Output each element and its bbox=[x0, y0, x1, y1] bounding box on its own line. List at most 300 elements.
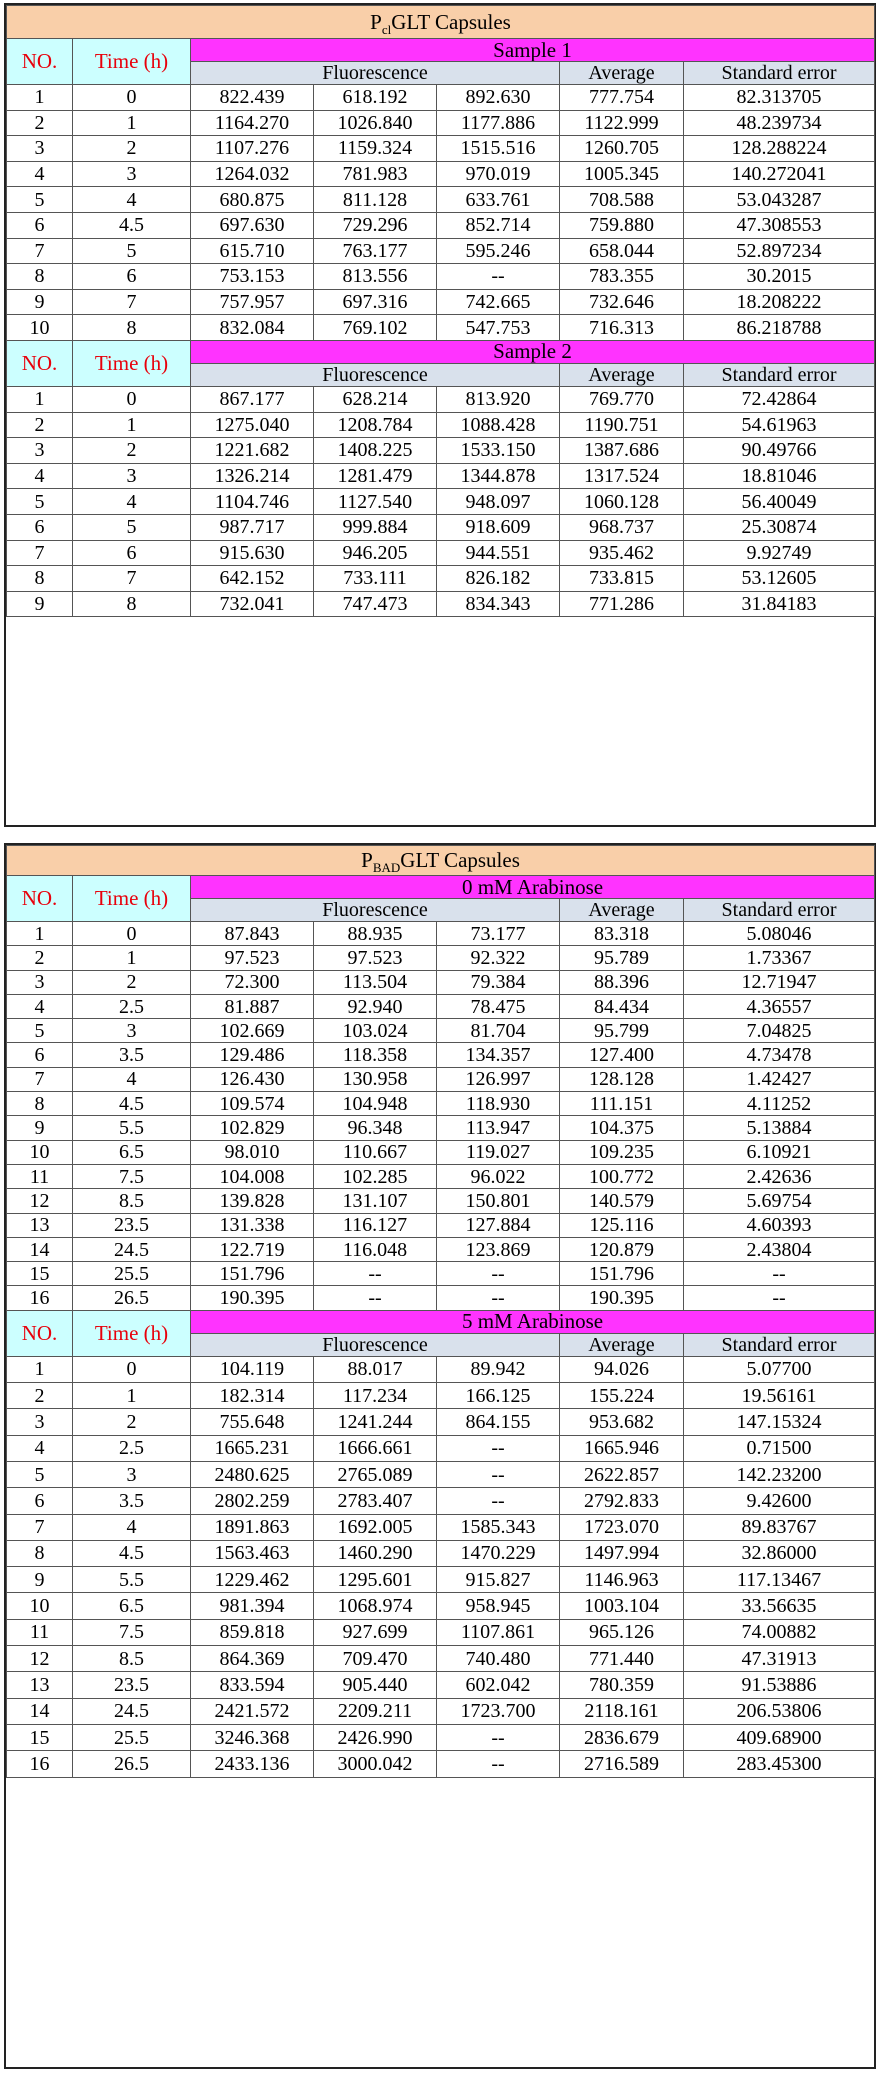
fluorescence-cell: 697.630 bbox=[191, 212, 314, 238]
fluorescence-cell: 864.155 bbox=[437, 1409, 560, 1435]
average-cell: 190.395 bbox=[560, 1286, 684, 1310]
average-cell: 1497.994 bbox=[560, 1540, 684, 1566]
time-cell: 23.5 bbox=[73, 1213, 191, 1237]
table-row bbox=[7, 85, 875, 111]
fluorescence-cell: 628.214 bbox=[314, 386, 437, 412]
title-prefix: P bbox=[370, 9, 382, 34]
fluorescence-cell: 104.948 bbox=[314, 1092, 437, 1116]
fluorescence-cell: 905.440 bbox=[314, 1672, 437, 1698]
fluorescence-cell: -- bbox=[437, 1751, 560, 1777]
fluorescence-cell: 733.111 bbox=[314, 566, 437, 592]
std-error-cell: 206.53806 bbox=[684, 1698, 875, 1724]
fluorescence-cell: 127.884 bbox=[437, 1213, 560, 1237]
table-row bbox=[7, 1067, 875, 1091]
fluorescence-cell: 642.152 bbox=[191, 566, 314, 592]
row-number: 2 bbox=[7, 412, 73, 438]
fluorescence-cell: 2783.407 bbox=[314, 1488, 437, 1514]
fluorescence-cell: 852.714 bbox=[437, 212, 560, 238]
std-error-cell: 4.73478 bbox=[684, 1043, 875, 1067]
fluorescence-cell: 87.843 bbox=[191, 922, 314, 946]
time-cell: 1 bbox=[73, 1383, 191, 1409]
time-cell: 4.5 bbox=[73, 1092, 191, 1116]
time-cell: 6.5 bbox=[73, 1593, 191, 1619]
fluorescence-cell: 892.630 bbox=[437, 85, 560, 111]
fluorescence-cell: 747.473 bbox=[314, 591, 437, 617]
table-row bbox=[7, 463, 875, 489]
fluorescence-cell: 81.704 bbox=[437, 1019, 560, 1043]
fluorescence-cell: 781.983 bbox=[314, 161, 437, 187]
fluorescence-cell: 742.665 bbox=[437, 289, 560, 315]
time-cell: 2.5 bbox=[73, 1435, 191, 1461]
fluorescence-cell: 946.205 bbox=[314, 540, 437, 566]
fluorescence-cell: 1208.784 bbox=[314, 412, 437, 438]
row-number: 6 bbox=[7, 1488, 73, 1514]
table-row bbox=[7, 1698, 875, 1724]
table-row bbox=[7, 1356, 875, 1382]
table-row bbox=[7, 1619, 875, 1645]
average-cell: 95.789 bbox=[560, 946, 684, 970]
fluorescence-cell: 102.285 bbox=[314, 1164, 437, 1188]
fluorescence-cell: 81.887 bbox=[191, 994, 314, 1018]
std-error-cell: 7.04825 bbox=[684, 1019, 875, 1043]
fluorescence-cell: 117.234 bbox=[314, 1383, 437, 1409]
average-cell: 111.151 bbox=[560, 1092, 684, 1116]
std-error-cell: 1.73367 bbox=[684, 946, 875, 970]
row-number: 14 bbox=[7, 1698, 73, 1724]
fluorescence-cell: 131.338 bbox=[191, 1213, 314, 1237]
table-row bbox=[7, 1488, 875, 1514]
fluorescence-cell: 72.300 bbox=[191, 970, 314, 994]
section-label: 0 mM Arabinose bbox=[191, 876, 875, 899]
std-error-cell: 56.40049 bbox=[684, 489, 875, 515]
fluorescence-cell: -- bbox=[437, 1435, 560, 1461]
fluorescence-cell: 3246.368 bbox=[191, 1724, 314, 1750]
time-cell: 2.5 bbox=[73, 994, 191, 1018]
std-error-cell: 25.30874 bbox=[684, 514, 875, 540]
fluorescence-cell: 129.486 bbox=[191, 1043, 314, 1067]
average-cell: 2622.857 bbox=[560, 1461, 684, 1487]
table-row bbox=[7, 264, 875, 290]
fluorescence-cell: 98.010 bbox=[191, 1140, 314, 1164]
time-cell: 0 bbox=[73, 1356, 191, 1382]
average-cell: 104.375 bbox=[560, 1116, 684, 1140]
time-cell: 0 bbox=[73, 386, 191, 412]
fluorescence-cell: 139.828 bbox=[191, 1189, 314, 1213]
time-cell: 8 bbox=[73, 591, 191, 617]
time-cell: 5 bbox=[73, 238, 191, 264]
row-number: 13 bbox=[7, 1672, 73, 1698]
fluorescence-cell: 123.869 bbox=[437, 1237, 560, 1261]
header-standard-error: Standard error bbox=[684, 62, 875, 85]
std-error-cell: 9.42600 bbox=[684, 1488, 875, 1514]
row-number: 6 bbox=[7, 212, 73, 238]
average-cell: 2836.679 bbox=[560, 1724, 684, 1750]
fluorescence-cell: 944.551 bbox=[437, 540, 560, 566]
fluorescence-cell: 753.153 bbox=[191, 264, 314, 290]
row-number: 9 bbox=[7, 1567, 73, 1593]
average-cell: 1122.999 bbox=[560, 110, 684, 136]
fluorescence-cell: 1177.886 bbox=[437, 110, 560, 136]
average-cell: 2118.161 bbox=[560, 1698, 684, 1724]
average-cell: 120.879 bbox=[560, 1237, 684, 1261]
table-row bbox=[7, 566, 875, 592]
row-number: 16 bbox=[7, 1751, 73, 1777]
table-row bbox=[7, 1189, 875, 1213]
time-cell: 8 bbox=[73, 315, 191, 341]
time-cell: 0 bbox=[73, 85, 191, 111]
fluorescence-cell: 97.523 bbox=[191, 946, 314, 970]
fluorescence-cell: 102.669 bbox=[191, 1019, 314, 1043]
table-row bbox=[7, 946, 875, 970]
fluorescence-cell: 2209.211 bbox=[314, 1698, 437, 1724]
row-number: 4 bbox=[7, 1435, 73, 1461]
std-error-cell: 74.00882 bbox=[684, 1619, 875, 1645]
time-cell: 4 bbox=[73, 1067, 191, 1091]
std-error-cell: -- bbox=[684, 1286, 875, 1310]
std-error-cell: 4.11252 bbox=[684, 1092, 875, 1116]
fluorescence-cell: 1107.276 bbox=[191, 136, 314, 162]
time-cell: 25.5 bbox=[73, 1724, 191, 1750]
table-row bbox=[7, 1019, 875, 1043]
header-average: Average bbox=[560, 1333, 684, 1356]
std-error-cell: 6.10921 bbox=[684, 1140, 875, 1164]
average-cell: 128.128 bbox=[560, 1067, 684, 1091]
fluorescence-cell: 1264.032 bbox=[191, 161, 314, 187]
fluorescence-cell: 595.246 bbox=[437, 238, 560, 264]
average-cell: 965.126 bbox=[560, 1619, 684, 1645]
average-cell: 1317.524 bbox=[560, 463, 684, 489]
row-number: 2 bbox=[7, 946, 73, 970]
fluorescence-cell: 633.761 bbox=[437, 187, 560, 213]
average-cell: 1146.963 bbox=[560, 1567, 684, 1593]
time-cell: 4 bbox=[73, 187, 191, 213]
header-fluorescence: Fluorescence bbox=[191, 363, 560, 386]
fluorescence-cell: 680.875 bbox=[191, 187, 314, 213]
fluorescence-cell: 190.395 bbox=[191, 1286, 314, 1310]
fluorescence-cell: 166.125 bbox=[437, 1383, 560, 1409]
row-number: 3 bbox=[7, 970, 73, 994]
fluorescence-cell: 96.348 bbox=[314, 1116, 437, 1140]
table-row bbox=[7, 110, 875, 136]
fluorescence-cell: 833.594 bbox=[191, 1672, 314, 1698]
fluorescence-cell: 1563.463 bbox=[191, 1540, 314, 1566]
fluorescence-cell: 697.316 bbox=[314, 289, 437, 315]
row-number: 8 bbox=[7, 264, 73, 290]
row-number: 14 bbox=[7, 1237, 73, 1261]
title-suffix: GLT Capsules bbox=[391, 9, 511, 34]
row-number: 7 bbox=[7, 1514, 73, 1540]
time-cell: 6 bbox=[73, 264, 191, 290]
row-number: 3 bbox=[7, 438, 73, 464]
row-number: 9 bbox=[7, 1116, 73, 1140]
fluorescence-cell: 92.940 bbox=[314, 994, 437, 1018]
fluorescence-cell: 89.942 bbox=[437, 1356, 560, 1382]
fluorescence-cell: 1470.229 bbox=[437, 1540, 560, 1566]
std-error-cell: 47.31913 bbox=[684, 1646, 875, 1672]
time-cell: 2 bbox=[73, 970, 191, 994]
std-error-cell: 53.12605 bbox=[684, 566, 875, 592]
fluorescence-cell: 1159.324 bbox=[314, 136, 437, 162]
std-error-cell: 9.92749 bbox=[684, 540, 875, 566]
header-fluorescence: Fluorescence bbox=[191, 899, 560, 922]
time-cell: 26.5 bbox=[73, 1286, 191, 1310]
table-row bbox=[7, 238, 875, 264]
header-fluorescence: Fluorescence bbox=[191, 1333, 560, 1356]
pcl-data-table bbox=[6, 5, 875, 617]
fluorescence-cell: 832.084 bbox=[191, 315, 314, 341]
fluorescence-cell: 2765.089 bbox=[314, 1461, 437, 1487]
title-subscript: cl bbox=[381, 21, 392, 37]
table-row bbox=[7, 1593, 875, 1619]
std-error-cell: 33.56635 bbox=[684, 1593, 875, 1619]
header-no: NO. bbox=[7, 340, 73, 386]
fluorescence-cell: 709.470 bbox=[314, 1646, 437, 1672]
table-row bbox=[7, 489, 875, 515]
fluorescence-cell: 864.369 bbox=[191, 1646, 314, 1672]
fluorescence-cell: 1585.343 bbox=[437, 1514, 560, 1540]
fluorescence-cell: -- bbox=[437, 1724, 560, 1750]
time-cell: 1 bbox=[73, 110, 191, 136]
fluorescence-cell: 1665.231 bbox=[191, 1435, 314, 1461]
row-number: 7 bbox=[7, 238, 73, 264]
row-number: 1 bbox=[7, 1356, 73, 1382]
row-number: 7 bbox=[7, 1067, 73, 1091]
row-number: 4 bbox=[7, 994, 73, 1018]
fluorescence-cell: 1026.840 bbox=[314, 110, 437, 136]
fluorescence-cell: 970.019 bbox=[437, 161, 560, 187]
time-cell: 6 bbox=[73, 540, 191, 566]
fluorescence-cell: 1515.516 bbox=[437, 136, 560, 162]
std-error-cell: 5.08046 bbox=[684, 922, 875, 946]
time-cell: 4 bbox=[73, 489, 191, 515]
fluorescence-cell: 122.719 bbox=[191, 1237, 314, 1261]
average-cell: 771.286 bbox=[560, 591, 684, 617]
time-cell: 5.5 bbox=[73, 1116, 191, 1140]
time-cell: 3 bbox=[73, 1019, 191, 1043]
table-row bbox=[7, 289, 875, 315]
section-label: Sample 1 bbox=[191, 39, 875, 62]
average-cell: 88.396 bbox=[560, 970, 684, 994]
fluorescence-cell: 104.119 bbox=[191, 1356, 314, 1382]
average-cell: 84.434 bbox=[560, 994, 684, 1018]
std-error-cell: 117.13467 bbox=[684, 1567, 875, 1593]
table-row bbox=[7, 1116, 875, 1140]
average-cell: 953.682 bbox=[560, 1409, 684, 1435]
fluorescence-cell: 2426.990 bbox=[314, 1724, 437, 1750]
average-cell: 1003.104 bbox=[560, 1593, 684, 1619]
table-row bbox=[7, 1646, 875, 1672]
table-row bbox=[7, 1237, 875, 1261]
time-cell: 3 bbox=[73, 1461, 191, 1487]
time-cell: 3.5 bbox=[73, 1043, 191, 1067]
section-label: Sample 2 bbox=[191, 340, 875, 363]
fluorescence-cell: 131.107 bbox=[314, 1189, 437, 1213]
fluorescence-cell: 1221.682 bbox=[191, 438, 314, 464]
average-cell: 140.579 bbox=[560, 1189, 684, 1213]
fluorescence-cell: 1460.290 bbox=[314, 1540, 437, 1566]
fluorescence-cell: 1666.661 bbox=[314, 1435, 437, 1461]
fluorescence-cell: 116.127 bbox=[314, 1213, 437, 1237]
row-number: 5 bbox=[7, 1461, 73, 1487]
average-cell: 109.235 bbox=[560, 1140, 684, 1164]
fluorescence-cell: 113.504 bbox=[314, 970, 437, 994]
time-cell: 4.5 bbox=[73, 1540, 191, 1566]
std-error-cell: 4.36557 bbox=[684, 994, 875, 1018]
row-number: 12 bbox=[7, 1189, 73, 1213]
time-cell: 7.5 bbox=[73, 1164, 191, 1188]
table-title bbox=[7, 6, 875, 39]
std-error-cell: 86.218788 bbox=[684, 315, 875, 341]
std-error-cell: 89.83767 bbox=[684, 1514, 875, 1540]
fluorescence-cell: 151.796 bbox=[191, 1262, 314, 1286]
fluorescence-cell: 2433.136 bbox=[191, 1751, 314, 1777]
average-cell: 155.224 bbox=[560, 1383, 684, 1409]
time-cell: 1 bbox=[73, 946, 191, 970]
average-cell: 732.646 bbox=[560, 289, 684, 315]
row-number: 11 bbox=[7, 1164, 73, 1188]
fluorescence-cell: 73.177 bbox=[437, 922, 560, 946]
header-no: NO. bbox=[7, 1310, 73, 1356]
row-number: 3 bbox=[7, 1409, 73, 1435]
fluorescence-cell: 116.048 bbox=[314, 1237, 437, 1261]
table-row bbox=[7, 1461, 875, 1487]
table-row bbox=[7, 1540, 875, 1566]
average-cell: 1190.751 bbox=[560, 412, 684, 438]
header-time: Time (h) bbox=[73, 39, 191, 85]
average-cell: 1665.946 bbox=[560, 1435, 684, 1461]
fluorescence-cell: 118.930 bbox=[437, 1092, 560, 1116]
row-number: 4 bbox=[7, 463, 73, 489]
title-suffix: GLT Capsules bbox=[400, 848, 520, 872]
std-error-cell: 18.208222 bbox=[684, 289, 875, 315]
average-cell: 127.400 bbox=[560, 1043, 684, 1067]
table-row bbox=[7, 1514, 875, 1540]
time-cell: 24.5 bbox=[73, 1237, 191, 1261]
row-number: 10 bbox=[7, 1140, 73, 1164]
table-row bbox=[7, 514, 875, 540]
fluorescence-cell: 915.827 bbox=[437, 1567, 560, 1593]
header-time: Time (h) bbox=[73, 1310, 191, 1356]
fluorescence-cell: -- bbox=[437, 264, 560, 290]
fluorescence-cell: 182.314 bbox=[191, 1383, 314, 1409]
std-error-cell: 409.68900 bbox=[684, 1724, 875, 1750]
row-number: 16 bbox=[7, 1286, 73, 1310]
fluorescence-cell: 88.935 bbox=[314, 922, 437, 946]
table-row bbox=[7, 1724, 875, 1750]
table-row bbox=[7, 1435, 875, 1461]
table-row bbox=[7, 1092, 875, 1116]
row-number: 3 bbox=[7, 136, 73, 162]
time-cell: 26.5 bbox=[73, 1751, 191, 1777]
fluorescence-cell: 150.801 bbox=[437, 1189, 560, 1213]
std-error-cell: 72.42864 bbox=[684, 386, 875, 412]
std-error-cell: 4.60393 bbox=[684, 1213, 875, 1237]
std-error-cell: 82.313705 bbox=[684, 85, 875, 111]
std-error-cell: 5.69754 bbox=[684, 1189, 875, 1213]
fluorescence-cell: 813.556 bbox=[314, 264, 437, 290]
std-error-cell: 91.53886 bbox=[684, 1672, 875, 1698]
table-row bbox=[7, 540, 875, 566]
row-number: 11 bbox=[7, 1619, 73, 1645]
fluorescence-cell: 79.384 bbox=[437, 970, 560, 994]
fluorescence-cell: 822.439 bbox=[191, 85, 314, 111]
fluorescence-cell: 769.102 bbox=[314, 315, 437, 341]
average-cell: 2792.833 bbox=[560, 1488, 684, 1514]
row-number: 8 bbox=[7, 1540, 73, 1566]
fluorescence-cell: 1692.005 bbox=[314, 1514, 437, 1540]
fluorescence-cell: 102.829 bbox=[191, 1116, 314, 1140]
table-row bbox=[7, 1751, 875, 1777]
row-number: 6 bbox=[7, 1043, 73, 1067]
average-cell: 783.355 bbox=[560, 264, 684, 290]
average-cell: 759.880 bbox=[560, 212, 684, 238]
fluorescence-cell: 948.097 bbox=[437, 489, 560, 515]
fluorescence-cell: 104.008 bbox=[191, 1164, 314, 1188]
average-cell: 151.796 bbox=[560, 1262, 684, 1286]
time-cell: 4.5 bbox=[73, 212, 191, 238]
fluorescence-cell: 1281.479 bbox=[314, 463, 437, 489]
fluorescence-cell: 763.177 bbox=[314, 238, 437, 264]
fluorescence-cell: 88.017 bbox=[314, 1356, 437, 1382]
average-cell: 968.737 bbox=[560, 514, 684, 540]
fluorescence-cell: 1104.746 bbox=[191, 489, 314, 515]
average-cell: 94.026 bbox=[560, 1356, 684, 1382]
time-cell: 25.5 bbox=[73, 1262, 191, 1286]
std-error-cell: 47.308553 bbox=[684, 212, 875, 238]
time-cell: 5 bbox=[73, 514, 191, 540]
std-error-cell: 142.23200 bbox=[684, 1461, 875, 1487]
std-error-cell: 32.86000 bbox=[684, 1540, 875, 1566]
std-error-cell: 140.272041 bbox=[684, 161, 875, 187]
fluorescence-cell: 987.717 bbox=[191, 514, 314, 540]
average-cell: 1260.705 bbox=[560, 136, 684, 162]
fluorescence-cell: 78.475 bbox=[437, 994, 560, 1018]
fluorescence-cell: 1326.214 bbox=[191, 463, 314, 489]
table-row bbox=[7, 1213, 875, 1237]
row-number: 5 bbox=[7, 187, 73, 213]
std-error-cell: 52.897234 bbox=[684, 238, 875, 264]
table-row bbox=[7, 136, 875, 162]
table-row bbox=[7, 922, 875, 946]
fluorescence-cell: 126.430 bbox=[191, 1067, 314, 1091]
time-cell: 2 bbox=[73, 438, 191, 464]
header-standard-error: Standard error bbox=[684, 899, 875, 922]
average-cell: 658.044 bbox=[560, 238, 684, 264]
fluorescence-cell: 1295.601 bbox=[314, 1567, 437, 1593]
fluorescence-cell: -- bbox=[314, 1286, 437, 1310]
header-average: Average bbox=[560, 899, 684, 922]
fluorescence-cell: 740.480 bbox=[437, 1646, 560, 1672]
table-row bbox=[7, 994, 875, 1018]
time-cell: 4 bbox=[73, 1514, 191, 1540]
fluorescence-cell: 2480.625 bbox=[191, 1461, 314, 1487]
row-number: 10 bbox=[7, 315, 73, 341]
time-cell: 2 bbox=[73, 1409, 191, 1435]
table-row bbox=[7, 1409, 875, 1435]
time-cell: 8.5 bbox=[73, 1646, 191, 1672]
std-error-cell: 53.043287 bbox=[684, 187, 875, 213]
average-cell: 777.754 bbox=[560, 85, 684, 111]
row-number: 5 bbox=[7, 1019, 73, 1043]
table-row bbox=[7, 1043, 875, 1067]
row-number: 15 bbox=[7, 1724, 73, 1750]
pbad-glt-capsules-table bbox=[4, 843, 876, 2069]
fluorescence-cell: 618.192 bbox=[314, 85, 437, 111]
section-label: 5 mM Arabinose bbox=[191, 1310, 875, 1333]
time-cell: 24.5 bbox=[73, 1698, 191, 1724]
fluorescence-cell: 2802.259 bbox=[191, 1488, 314, 1514]
fluorescence-cell: 1229.462 bbox=[191, 1567, 314, 1593]
